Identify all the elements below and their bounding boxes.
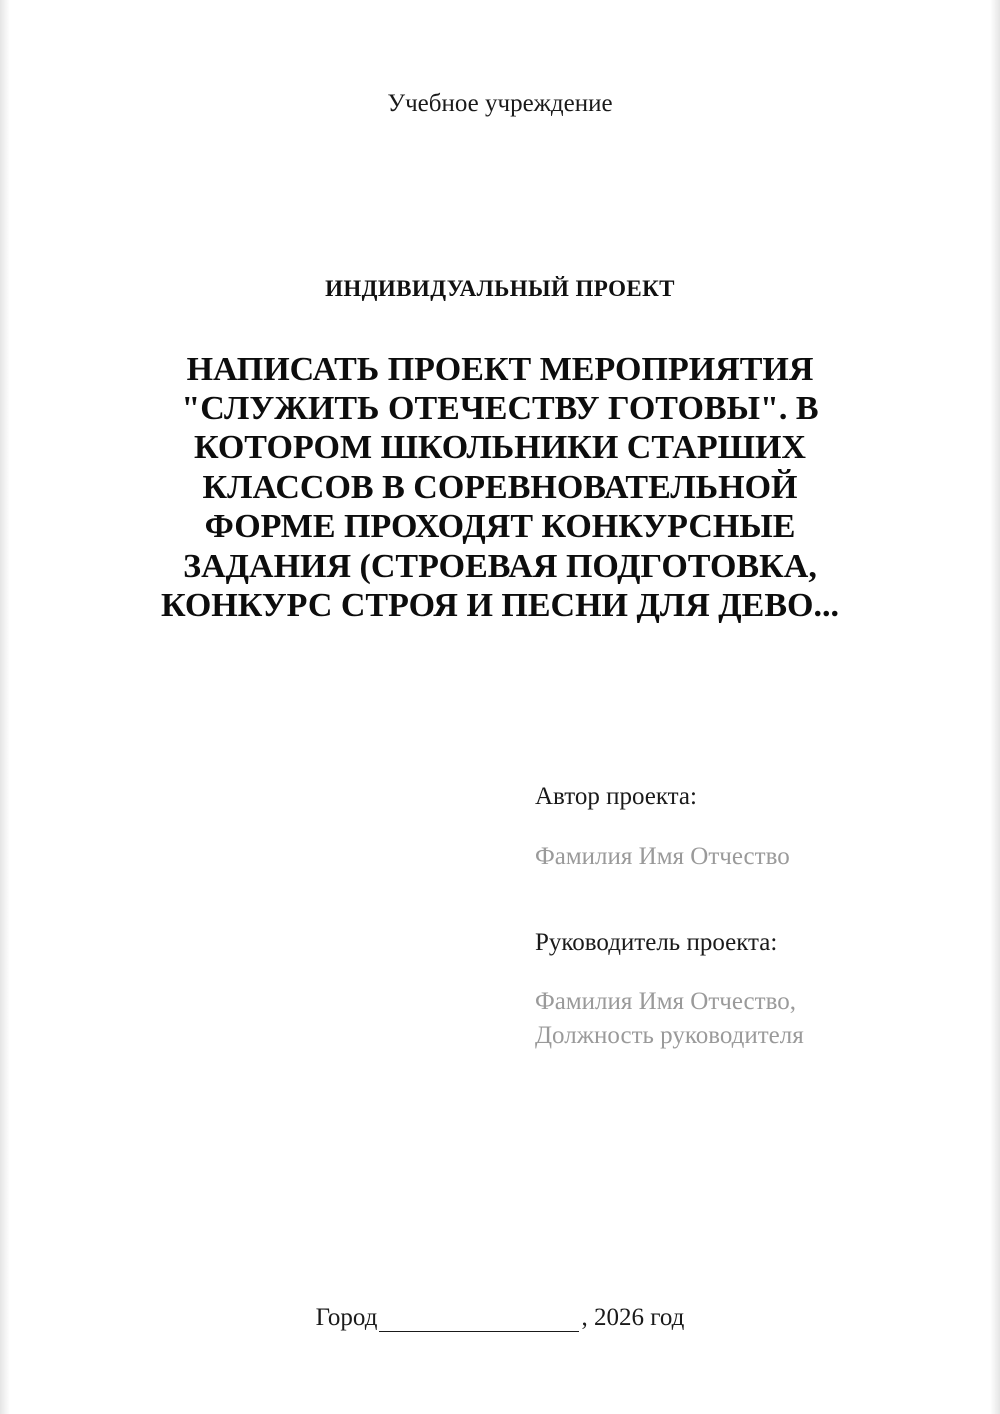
year-text: , 2026 год [581, 1304, 685, 1331]
supervisor-block [535, 926, 955, 1053]
city-blank-line [379, 1307, 579, 1332]
project-type-heading: ИНДИВИДУАЛЬНЫЙ ПРОЕКТ [325, 275, 675, 301]
page-footer [0, 1304, 1000, 1332]
page-title: НАПИСАТЬ ПРОЕКТ МЕРОПРИЯТИЯ "СЛУЖИТЬ ОТЕЧЕСТВУ ГОТОВЫ". В КОТОРОМ ШКОЛЬНИКИ СТАРШИХ КЛАССОВ В СОРЕВНОВАТЕЛЬНОЙ ФОРМЕ ПРОХОДЯТ КОНКУРСНЫЕ ЗАДАНИЯ (СТРОЕВАЯ ПОДГОТОВКА, КОНКУРС СТРОЯ И ПЕСНИ ДЛЯ ДЕВО... [161, 350, 839, 625]
spacer [535, 814, 955, 840]
author-value: Фамилия Имя Отчество [535, 842, 790, 870]
city-label: Город [315, 1304, 378, 1331]
supervisor-label: Руководитель проекта: [535, 928, 778, 956]
institution-name: Учебное учреждение [387, 90, 613, 117]
author-block [535, 780, 955, 874]
spacer [535, 959, 955, 985]
supervisor-value-line2: Должность руководителя [535, 1022, 804, 1049]
credits-block [535, 780, 955, 1053]
title-page-content [150, 0, 850, 1414]
author-label: Автор проекта: [535, 783, 697, 810]
supervisor-value-line1: Фамилия Имя Отчество, [535, 988, 796, 1016]
